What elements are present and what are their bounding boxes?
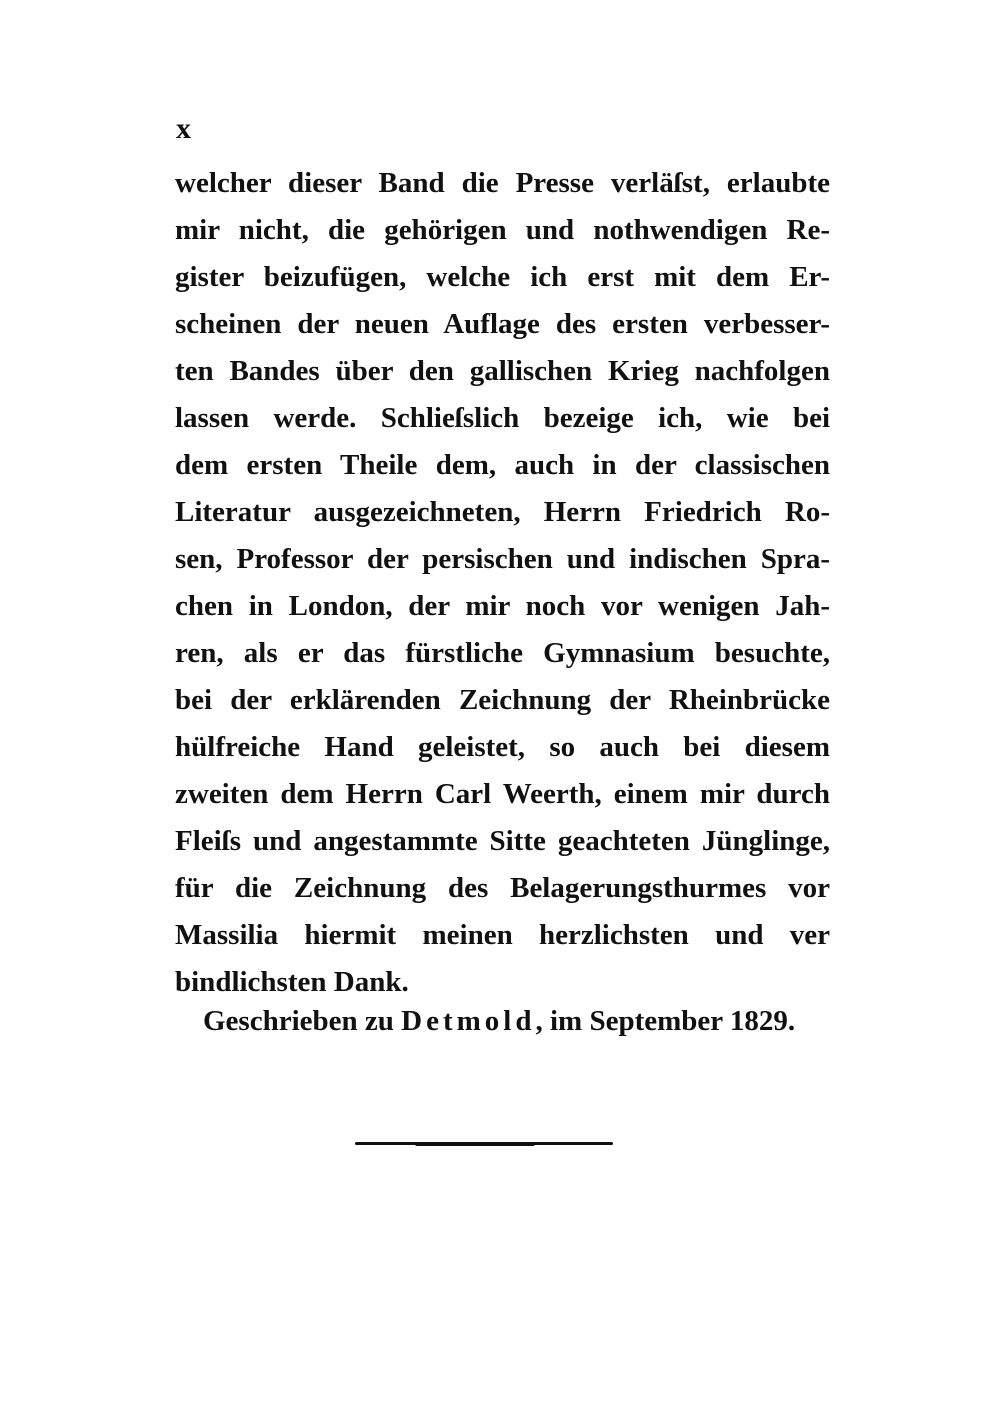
dateline-suffix: , im September 1829. xyxy=(535,1005,796,1037)
page-number: x xyxy=(176,112,191,145)
text-line: bei der erklärenden Zeichnung der Rheinbrücke xyxy=(175,684,830,716)
text-line-final: bindlichsten Dank. xyxy=(175,966,409,998)
text-line: zweiten dem Herrn Carl Weerth, einem mir durch xyxy=(175,778,830,810)
text-line: mir nicht, die gehörigen und nothwendigen Re- xyxy=(175,214,830,246)
text-line: ten Bandes über den gallischen Krieg nachfolgen xyxy=(175,355,830,387)
text-line: Literatur ausgezeichneten, Herrn Friedrich Ro- xyxy=(175,496,830,528)
dateline xyxy=(203,998,830,1045)
text-line: dem ersten Theile dem, auch in der classischen xyxy=(175,449,830,481)
text-line: chen in London, der mir noch vor wenigen Jah- xyxy=(175,590,830,622)
text-line: gister beizufügen, welche ich erst mit dem Er- xyxy=(175,261,830,293)
text-line: hülfreiche Hand geleistet, so auch bei diesem xyxy=(175,731,830,763)
text-line: welcher dieser Band die Presse verläſst, erlaubte xyxy=(175,167,830,199)
text-line: Massilia hiermit meinen herzlichsten und ver xyxy=(175,919,830,951)
text-line: sen, Professor der persischen und indischen Spra- xyxy=(175,543,830,575)
text-line: Fleiſs und angestammte Sitte geachteten Jünglinge, xyxy=(175,825,830,857)
dateline-place: Detmold xyxy=(401,1005,536,1037)
dateline-prefix: Geschrieben zu xyxy=(203,1005,394,1037)
section-divider-rule xyxy=(355,1142,613,1145)
text-line: lassen werde. Schlieſslich bezeige ich, wie bei xyxy=(175,402,830,434)
text-line: ren, als er das fürstliche Gymnasium besuchte, xyxy=(175,637,830,669)
text-line: für die Zeichnung des Belagerungsthurmes vor xyxy=(175,872,830,904)
text-line: scheinen der neuen Auflage des ersten verbesser- xyxy=(175,308,830,340)
body-text xyxy=(175,160,830,1006)
